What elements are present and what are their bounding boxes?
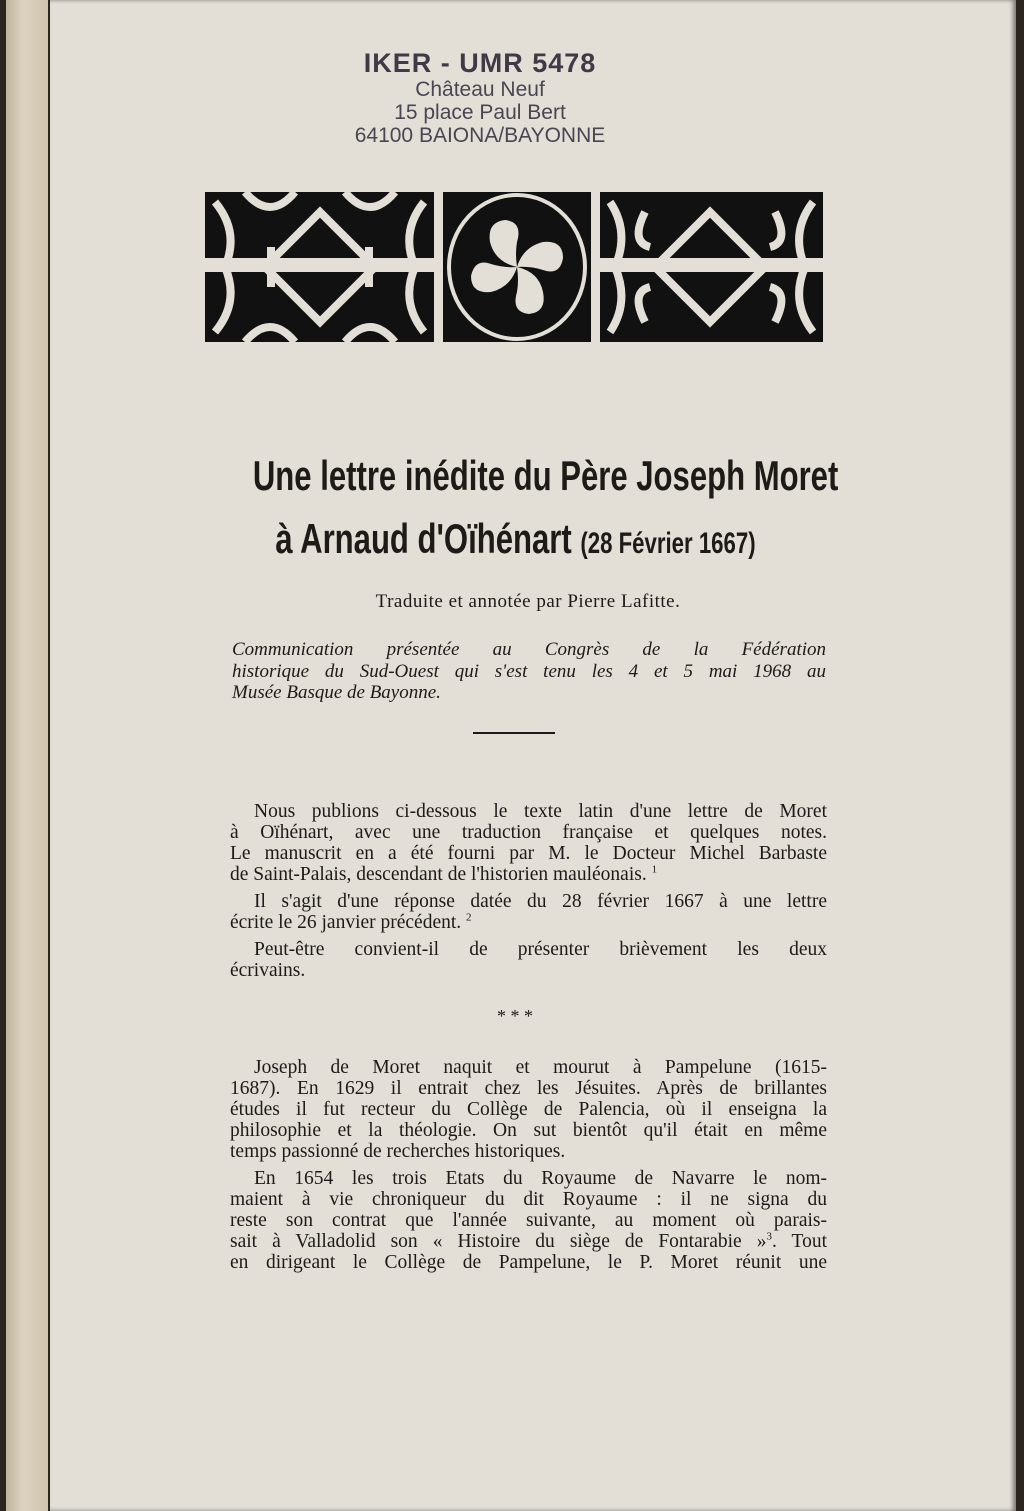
text-line: Nous publions ci-dessous le texte latin d'une lettre de Moret bbox=[254, 801, 827, 822]
byline: Traduite et annotée par Pierre Lafitte. bbox=[375, 591, 681, 612]
footnote-ref[interactable]: 3 bbox=[766, 1230, 772, 1243]
text-line: 1687). En 1629 il entrait chez les Jésuites. Après de brillantes bbox=[230, 1078, 827, 1099]
paragraph bbox=[230, 801, 827, 885]
footnote-ref[interactable]: 1 bbox=[651, 863, 658, 876]
stamp-line: IKER - UMR 5478 bbox=[363, 48, 597, 78]
text-line: reste son contrat que l'année suivante, au moment où parais- bbox=[230, 1210, 827, 1231]
text-line bbox=[230, 864, 827, 885]
intro-text bbox=[230, 801, 827, 987]
text-line: à Oïhénart, avec une traduction française et quelques notes. bbox=[230, 822, 827, 843]
text-line: historique du Sud-Ouest qui s'est tenu les 4 et 5 mai 1968 au bbox=[232, 660, 826, 682]
section-separator: * * * bbox=[497, 1006, 533, 1026]
text-line: études il fut recteur du Collège de Palencia, où il enseigna la bbox=[230, 1099, 827, 1120]
footnote-ref[interactable]: 2 bbox=[466, 911, 472, 924]
text-line: temps passionné de recherches historiques. bbox=[230, 1141, 566, 1162]
paragraph bbox=[230, 1057, 827, 1162]
text: sait à Valladolid son « Histoire du siège de Fontarabie » bbox=[230, 1231, 767, 1252]
text-line: En 1654 les trois Etats du Royaume de Navarre le nom- bbox=[254, 1168, 827, 1189]
biography-text bbox=[230, 1057, 827, 1279]
text-line bbox=[230, 1231, 827, 1252]
text: . Tout bbox=[771, 1231, 827, 1252]
previous-page-edge bbox=[6, 0, 48, 1511]
library-stamp bbox=[330, 48, 630, 147]
article-title-line-2 bbox=[150, 515, 880, 563]
text-line: Il s'agit d'une réponse datée du 28 février 1667 à une lettre bbox=[254, 891, 827, 912]
title-date: (28 Février 1667) bbox=[579, 527, 756, 560]
basque-ornament-banner bbox=[205, 192, 823, 342]
text-line: Joseph de Moret naquit et mourut à Pampelune (1615- bbox=[254, 1057, 827, 1078]
text-line: Musée Basque de Bayonne. bbox=[232, 682, 441, 703]
text-line bbox=[230, 912, 827, 933]
text-line: écrivains. bbox=[230, 960, 306, 981]
stamp-line: 64100 BAIONA/BAYONNE bbox=[354, 124, 606, 147]
article-title-line-1 bbox=[150, 452, 880, 500]
paragraph bbox=[230, 1168, 827, 1273]
text-line: Peut-être convient-il de présenter brièvement les deux bbox=[254, 939, 827, 960]
text: de Saint-Palais, descendant de l'historien mauléonais. bbox=[230, 864, 647, 885]
text-line: Le manuscrit en a été fourni par M. le Docteur Michel Barbaste bbox=[230, 843, 827, 864]
paragraph bbox=[230, 891, 827, 933]
stamp-line: Château Neuf bbox=[415, 78, 545, 101]
text: écrite le 26 janvier précédent. bbox=[230, 912, 462, 933]
text-line: maient à vie chroniqueur du dit Royaume : il ne signa du bbox=[230, 1189, 827, 1210]
title-text: Une lettre inédite du Père Joseph Moret bbox=[252, 452, 839, 499]
text-line: en dirigeant le Collège de Pampelune, le P. Moret réunit une bbox=[230, 1252, 827, 1273]
stamp-line: 15 place Paul Bert bbox=[394, 101, 566, 124]
text-line: philosophie et la théologie. On sut bientôt qu'il était en même bbox=[230, 1120, 827, 1141]
paragraph bbox=[230, 939, 827, 981]
divider bbox=[473, 732, 555, 734]
title-text: à Arnaud d'Oïhénart bbox=[274, 515, 572, 562]
communication-note bbox=[232, 639, 826, 704]
text-line: Communication présentée au Congrès de la Fédération bbox=[232, 639, 826, 660]
